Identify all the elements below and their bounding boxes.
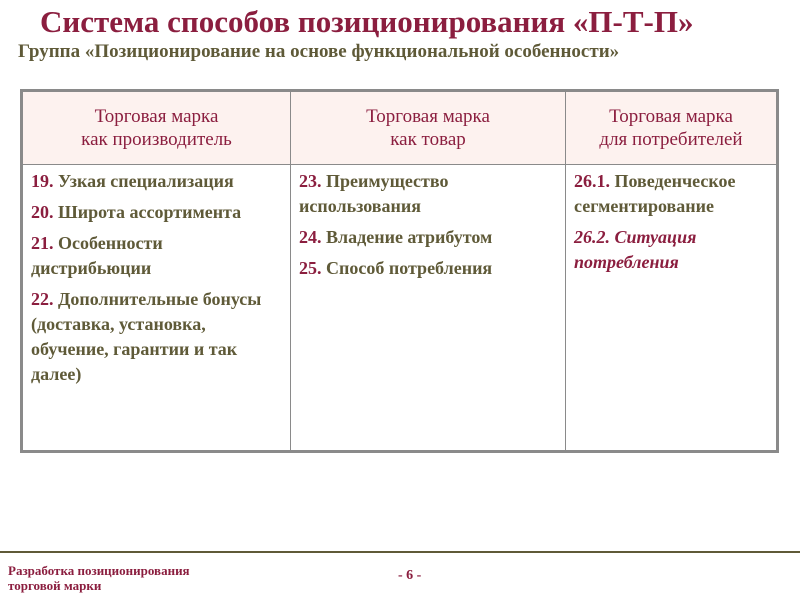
table-cell-producer <box>23 165 291 451</box>
list-item <box>31 231 282 281</box>
table-header-row <box>23 92 777 165</box>
column-header-product <box>291 92 566 165</box>
item-number: 26.1. <box>574 171 610 191</box>
item-text: Ситуация потребления <box>574 227 697 272</box>
column-header-consumers <box>566 92 777 165</box>
item-number: 21. <box>31 233 54 253</box>
item-number: 19. <box>31 171 54 191</box>
page-number: - 6 - <box>398 568 422 583</box>
positioning-table <box>20 89 779 453</box>
table-row <box>23 165 777 451</box>
column-header-line: Торговая марка <box>366 106 490 127</box>
table-cell-product <box>291 165 566 451</box>
list-item <box>574 225 768 275</box>
slide-title: Система способов позиционирования «П-Т-П» <box>40 4 694 39</box>
item-number: 22. <box>31 289 54 309</box>
item-number: 23. <box>299 171 322 191</box>
slide-subtitle: Группа «Позиционирование на основе функциональной особенности» <box>18 41 620 62</box>
item-text: Широта ассортимента <box>53 202 242 222</box>
item-number: 25. <box>299 258 322 278</box>
list-item <box>574 169 768 219</box>
footer-caption <box>8 563 190 593</box>
list-item <box>299 169 557 219</box>
list-item <box>31 200 282 225</box>
column-header-line: Торговая марка <box>609 106 733 127</box>
item-text: Особенности дистрибьюции <box>31 233 163 278</box>
item-text: Поведенческое сегментирование <box>574 171 736 216</box>
item-text: Дополнительные бонусы (доставка, установка, обучение, гарантии и так далее) <box>31 289 262 384</box>
item-number: 24. <box>299 227 322 247</box>
item-text: Владение атрибутом <box>321 227 493 247</box>
column-header-line: как производитель <box>81 129 232 150</box>
column-header-line: Торговая марка <box>94 106 219 127</box>
column-header-line: как товар <box>390 129 466 150</box>
footer-caption-line: торговой марки <box>8 578 102 593</box>
item-text: Преимущество использования <box>299 171 449 216</box>
item-number: 26.2. <box>574 227 610 247</box>
list-item <box>299 225 557 250</box>
list-item <box>299 256 557 281</box>
column-header-producer <box>23 92 291 165</box>
footer-divider <box>0 551 800 553</box>
item-text: Способ потребления <box>321 258 493 278</box>
footer-caption-line: Разработка позиционирования <box>8 563 190 578</box>
item-text: Узкая специализация <box>53 171 234 191</box>
list-item <box>31 169 282 194</box>
item-number: 20. <box>31 202 54 222</box>
list-item <box>31 287 282 387</box>
column-header-line: для потребителей <box>599 129 743 150</box>
table-cell-consumers <box>566 165 777 451</box>
